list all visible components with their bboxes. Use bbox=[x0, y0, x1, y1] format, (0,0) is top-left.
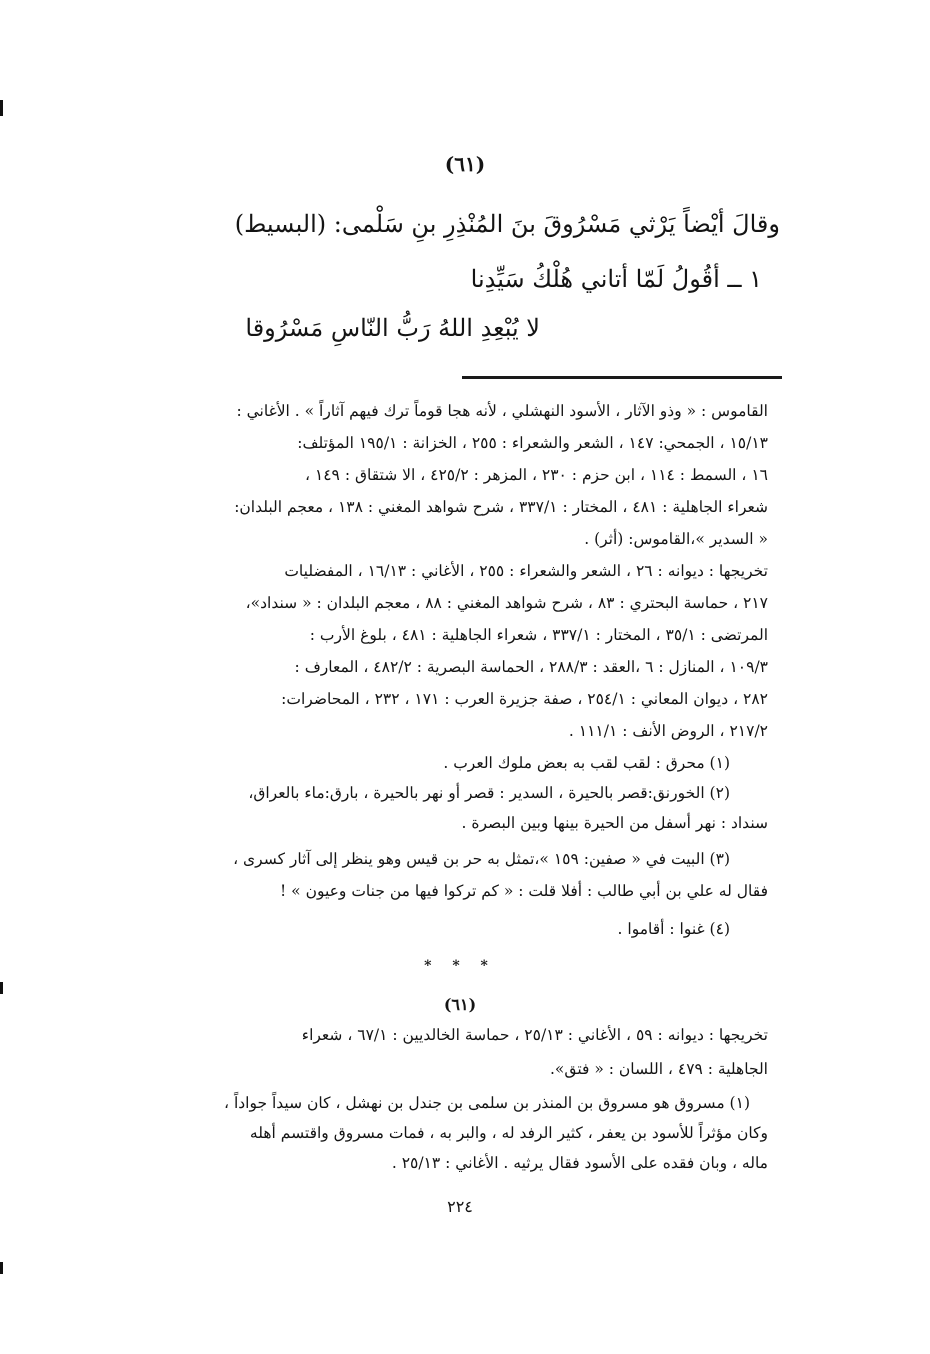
poem-heading: وقالَ أيْضاً يَرْثي مَسْرُوقَ بنَ المُنْذِرِ بنِ سَلْمى: (البسيط) bbox=[234, 210, 780, 238]
footnote-3: (٣) البيت في « صفين: ١٥٩ »،تمثل به حر بن قيس وهو ينظر إلى آثار كسرى ، bbox=[233, 850, 730, 868]
note-line: « السدير »،القاموس: (أثر) . bbox=[584, 530, 768, 548]
footnote-2-continued: سنداد : نهر أسفل من الحيرة بينها وبين البصرة . bbox=[461, 814, 768, 832]
page-number: ٢٢٤ bbox=[447, 1197, 473, 1216]
footnote-3-continued: فقال له علي بن أبي طالب : أفلا قلت : « كم تركوا فيها من جنات وعيون » ! bbox=[280, 882, 768, 900]
note-line: تخريجها : ديوانه : ٥٩ ، الأغاني : ٢٥/١٣ ، حماسة الخالديين : ٦٧/١ ، شعراء bbox=[301, 1026, 768, 1044]
left-edge-mark-middle bbox=[0, 982, 3, 994]
note-line: ١٠٩/٣ ، المنازل : ٦ ،العقد : ٢٨٨/٣ ، الحماسة البصرية : ٤٨٢/٢ ، المعارف : bbox=[294, 658, 768, 676]
footnote-1-continued: وكان مؤثراً للأسود بن يعفر ، كثير الرفد له ، والبر به ، فمات مسروق واقتسم أهله bbox=[249, 1124, 768, 1142]
left-edge-mark-bottom bbox=[0, 1262, 3, 1274]
section-separator: * * * bbox=[424, 958, 496, 974]
notes-number: (٦١) bbox=[443, 995, 477, 1014]
note-line: القاموس : « وذو الآثار ، الأسود النهشلي ، لأنه هجا قوماً ترك فيهم آثاراً » . الأغاني : bbox=[236, 402, 768, 420]
note-line: ١٥/١٣ ، الجمحي: ١٤٧ ، الشعر والشعراء : ٢٥٥ ، الخزانة : ١٩٥/١ المؤتلف: bbox=[297, 434, 768, 452]
verse-second-hemistich: لا يُبْعِدِ اللهُ رَبُّ النّاسِ مَسْرُوقا bbox=[245, 314, 540, 342]
footnote-2: (٢) الخورنق:قصر بالحيرة ، السدير : قصر أو نهر بالحيرة ، بارق:ماء بالعراق، bbox=[248, 784, 730, 802]
footnote-4: (٤) غنوا : أقاموا . bbox=[617, 920, 730, 938]
note-line: ٢٨٢ ، ديوان المعاني : ٢٥٤/١ ، صفة جزيرة العرب : ١٧١ ، ٢٣٢ ، المحاضرات: bbox=[281, 690, 768, 708]
note-line: المرتضى : ٣٥/١ ، المختار : ٣٣٧/١ ، شعراء الجاهلية : ٤٨١ ، بلوغ الأرب : bbox=[309, 626, 768, 644]
left-edge-mark-top bbox=[0, 100, 3, 116]
note-line: ١٦ ، السمط : ١١٤ ، ابن حزم : ٢٣٠ ، المزهر : ٤٢٥/٢ ، الا شتقاق : ١٤٩ ، bbox=[304, 466, 768, 484]
footnote-separator-rule bbox=[462, 376, 782, 379]
note-line: تخريجها : ديوانه : ٢٦ ، الشعر والشعراء : ٢٥٥ ، الأغاني : ١٦/١٣ ، المفضليات bbox=[284, 562, 768, 580]
poem-number: (٦١) bbox=[444, 152, 486, 176]
note-line: الجاهلية : ٤٧٩ ، اللسان : « فتق». bbox=[550, 1060, 768, 1078]
footnote-1-continued: ماله ، وبان فقده على الأسود فقال يرثيه . الأغاني : ٢٥/١٣ . bbox=[391, 1154, 768, 1172]
footnote-1: (١) مسروق هو مسروق بن المنذر بن سلمى بن جندل بن نهشل ، كان سيداً جواداً ، bbox=[224, 1094, 750, 1112]
note-line: شعراء الجاهلية : ٤٨١ ، المختار : ٣٣٧/١ ، شرح شواهد المغني : ١٣٨ ، معجم البلدان: bbox=[234, 498, 768, 516]
footnote-1: (١) محرق : لقب لقب به بعض ملوك العرب . bbox=[443, 754, 730, 772]
verse-first-hemistich: ١ ــ أقُولُ لَمّا أتاني هُلْكُ سَيِّدِنا bbox=[470, 265, 762, 293]
note-line: ٢١٧ ، حماسة البحتري : ٨٣ ، شرح شواهد المغني : ٨٨ ، معجم البلدان : « سنداد»، bbox=[245, 594, 768, 612]
note-line: ٢١٧/٢ ، الروض الأنف : ١١١/١ . bbox=[568, 722, 768, 740]
